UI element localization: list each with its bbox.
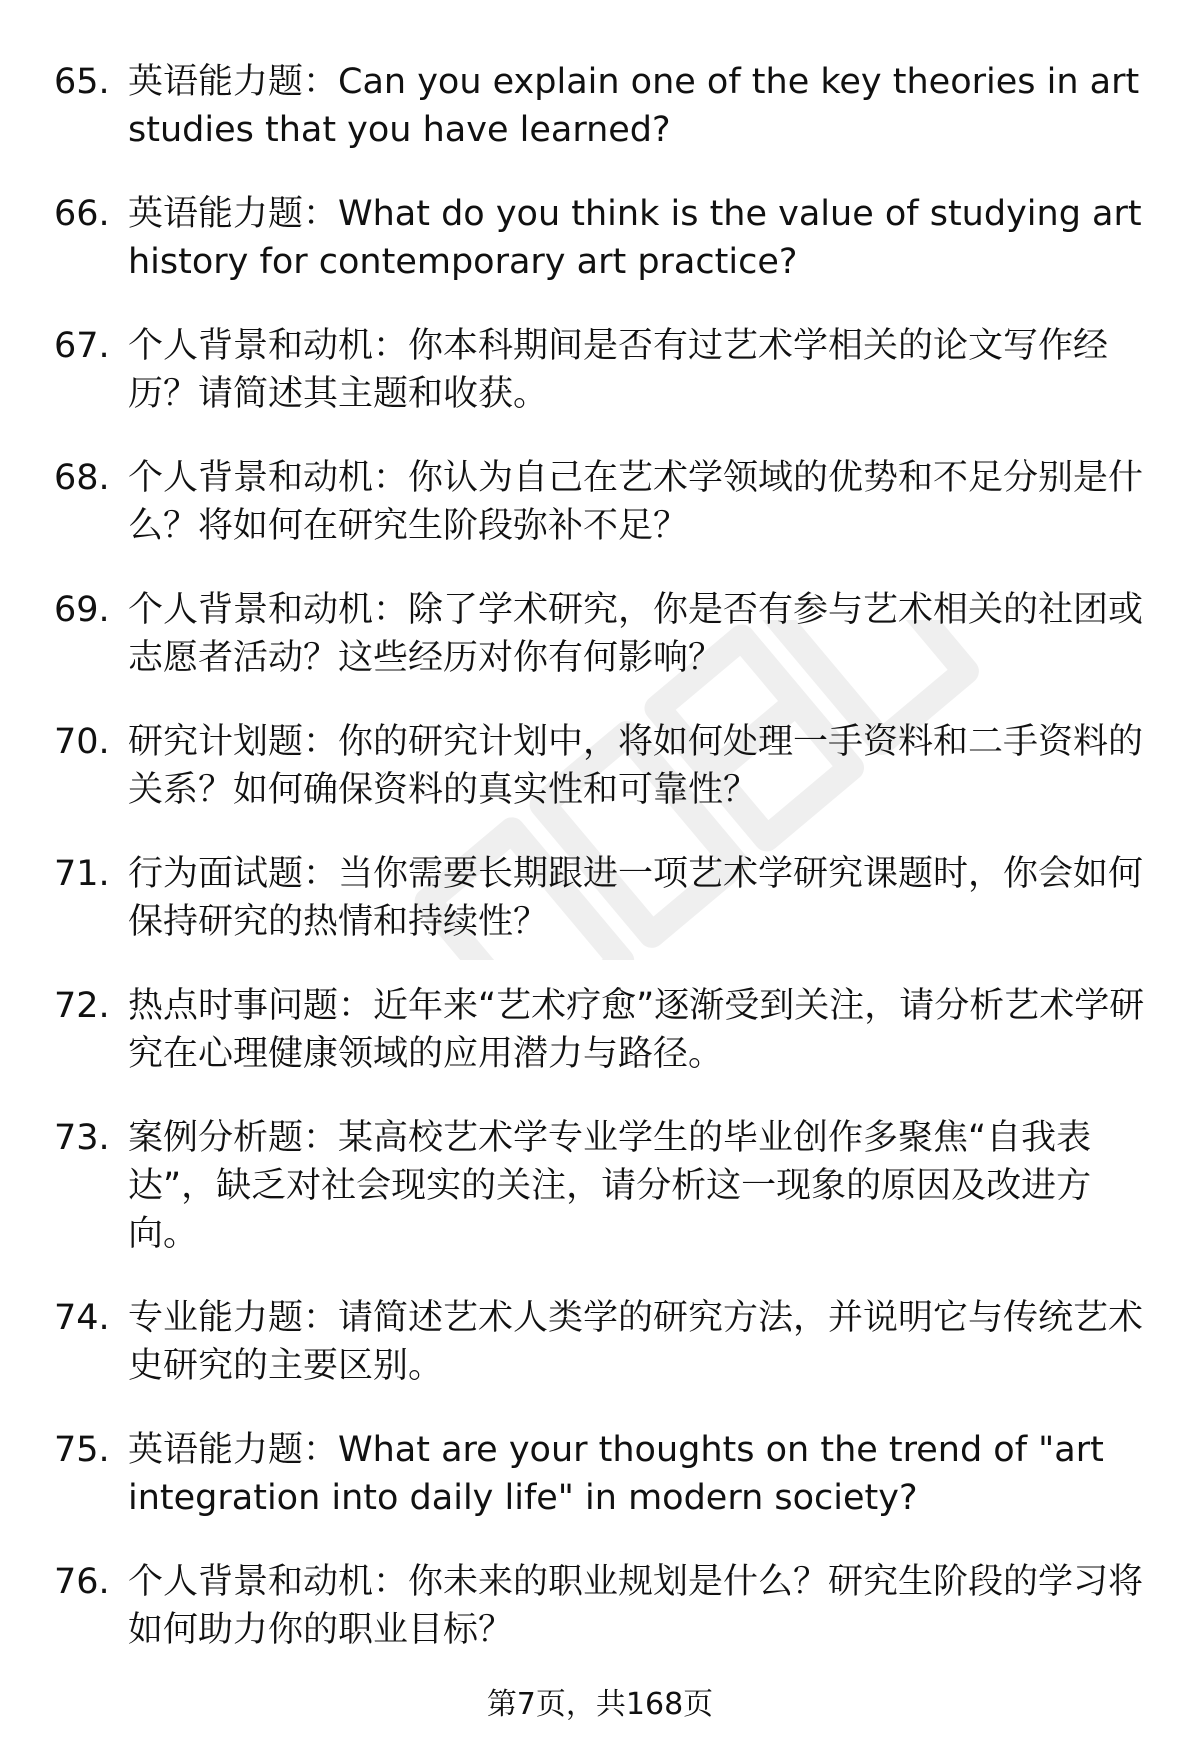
question-item (54, 1294, 1154, 1390)
question-text: 英语能力题：What do you think is the value of studying art history for contemporary art practice? (128, 194, 1142, 282)
question-number: 70. (54, 722, 110, 762)
question-number: 65. (54, 62, 110, 102)
question-item (54, 586, 1154, 682)
page-footer (0, 1685, 1200, 1725)
question-text: 研究计划题：你的研究计划中，将如何处理一手资料和二手资料的关系？如何确保资料的真实性和可靠性？ (128, 722, 1144, 810)
question-number: 75. (54, 1430, 110, 1470)
question-number: 71. (54, 854, 110, 894)
question-number: 74. (54, 1298, 110, 1338)
question-item (54, 1558, 1154, 1654)
question-text: 个人背景和动机：你认为自己在艺术学领域的优势和不足分别是什么？将如何在研究生阶段弥补不足？ (128, 458, 1144, 546)
question-number: 72. (54, 986, 110, 1026)
question-number: 73. (54, 1118, 110, 1158)
question-text: 个人背景和动机：除了学术研究，你是否有参与艺术相关的社团或志愿者活动？这些经历对你有何影响？ (128, 590, 1144, 678)
question-text: 行为面试题：当你需要长期跟进一项艺术学研究课题时，你会如何保持研究的热情和持续性？ (128, 854, 1144, 942)
question-item (54, 1426, 1154, 1522)
page-number-label: 第7页，共168页 (486, 1687, 714, 1722)
question-text: 个人背景和动机：你未来的职业规划是什么？研究生阶段的学习将如何助力你的职业目标？ (128, 1562, 1144, 1650)
question-number: 69. (54, 590, 110, 630)
question-text: 专业能力题：请简述艺术人类学的研究方法，并说明它与传统艺术史研究的主要区别。 (128, 1298, 1144, 1386)
question-number: 66. (54, 194, 110, 234)
question-text: 英语能力题：What are your thoughts on the trend of "art integration into daily life" in modern society? (128, 1430, 1104, 1518)
question-text: 个人背景和动机：你本科期间是否有过艺术学相关的论文写作经历？请简述其主题和收获。 (128, 326, 1109, 414)
question-item (54, 1114, 1154, 1258)
question-number: 76. (54, 1562, 110, 1602)
question-item (54, 850, 1154, 946)
question-item (54, 190, 1154, 286)
question-text: 英语能力题：Can you explain one of the key theories in art studies that you have learned? (128, 62, 1140, 150)
question-text: 案例分析题：某高校艺术学专业学生的毕业创作多聚焦“自我表达”，缺乏对社会现实的关注，请分析这一现象的原因及改进方向。 (128, 1118, 1092, 1254)
question-text: 热点时事问题：近年来“艺术疗愈”逐渐受到关注，请分析艺术学研究在心理健康领域的应用潜力与路径。 (128, 986, 1145, 1074)
question-item (54, 718, 1154, 814)
question-item (54, 322, 1154, 418)
question-item (54, 454, 1154, 550)
question-number: 68. (54, 458, 110, 498)
question-item (54, 982, 1154, 1078)
question-item (54, 58, 1154, 154)
question-number: 67. (54, 326, 110, 366)
question-list (54, 58, 1154, 1690)
